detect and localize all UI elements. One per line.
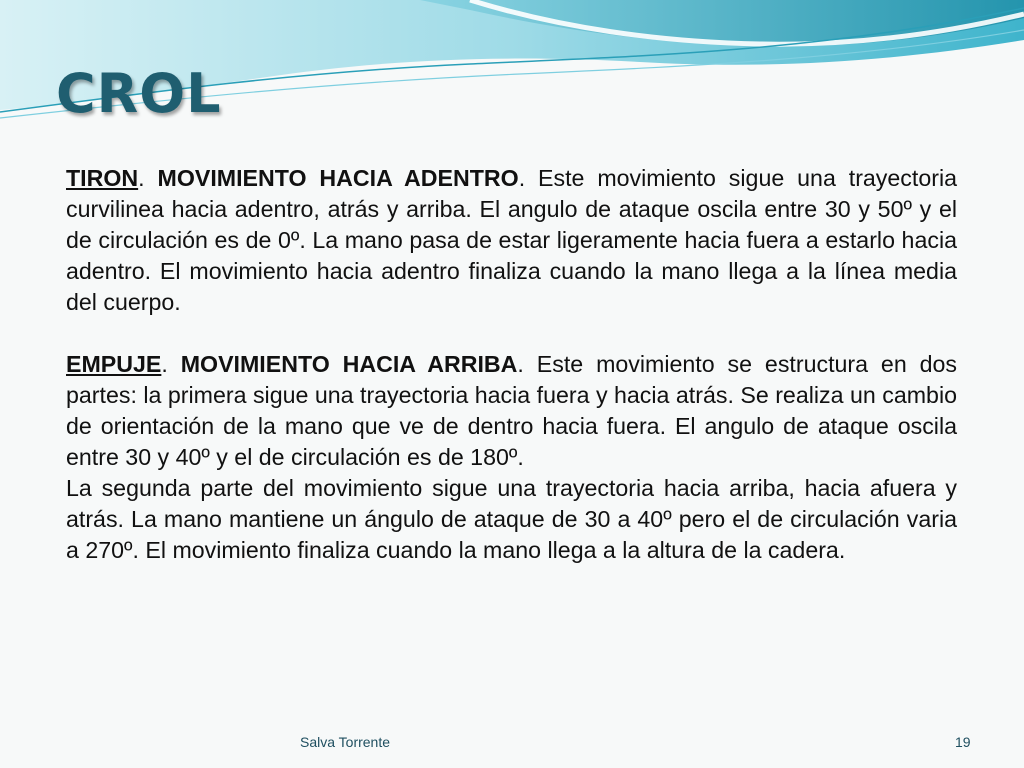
- footer-author: Salva Torrente: [300, 734, 391, 750]
- paragraph-segunda-parte: La segunda parte del movimiento sigue una trayectoria hacia arriba, hacia afuera y atrás. La mano mantiene un ángulo de ataque de 30 a 40º pero el de circulación varia a 270º. El movimiento finaliza cuando la mano llega a la altura de la cadera.: [66, 475, 957, 563]
- separator: .: [138, 165, 158, 191]
- footer-page-number: 19: [955, 734, 971, 750]
- text-tiron: . Este movimiento sigue una trayectoria curvilinea hacia adentro, atrás y arriba. El angulo de ataque oscila entre 30 y 50º y el de circulación es de 0º. La mano pasa de estar ligeramente hacia fuera a estarlo hacia adentro. El movimiento hacia adentro finaliza cuando la mano llega a la línea media del cuerpo.: [66, 165, 957, 315]
- keyword-empuje: EMPUJE: [66, 351, 162, 377]
- paragraph-tiron: [66, 163, 957, 318]
- separator: .: [161, 351, 181, 377]
- paragraph-spacer: [66, 318, 957, 349]
- paragraph-empuje: [66, 349, 957, 473]
- text-empuje: . Este movimiento se estructura en dos partes: la primera sigue una trayectoria hacia fuera y hacia atrás. Se realiza un cambio de orientación de la mano que ve de dentro hacia fuera. El angulo de ataque oscila entre 30 y 40º y el de circulación es de 180º.: [66, 351, 958, 470]
- keyword-tiron: TIRON: [66, 165, 139, 191]
- heading-empuje: MOVIMIENTO HACIA ARRIBA: [180, 351, 518, 377]
- slide-body: [66, 163, 957, 566]
- slide-title: CROL: [56, 62, 222, 125]
- heading-tiron: MOVIMIENTO HACIA ADENTRO: [157, 165, 519, 191]
